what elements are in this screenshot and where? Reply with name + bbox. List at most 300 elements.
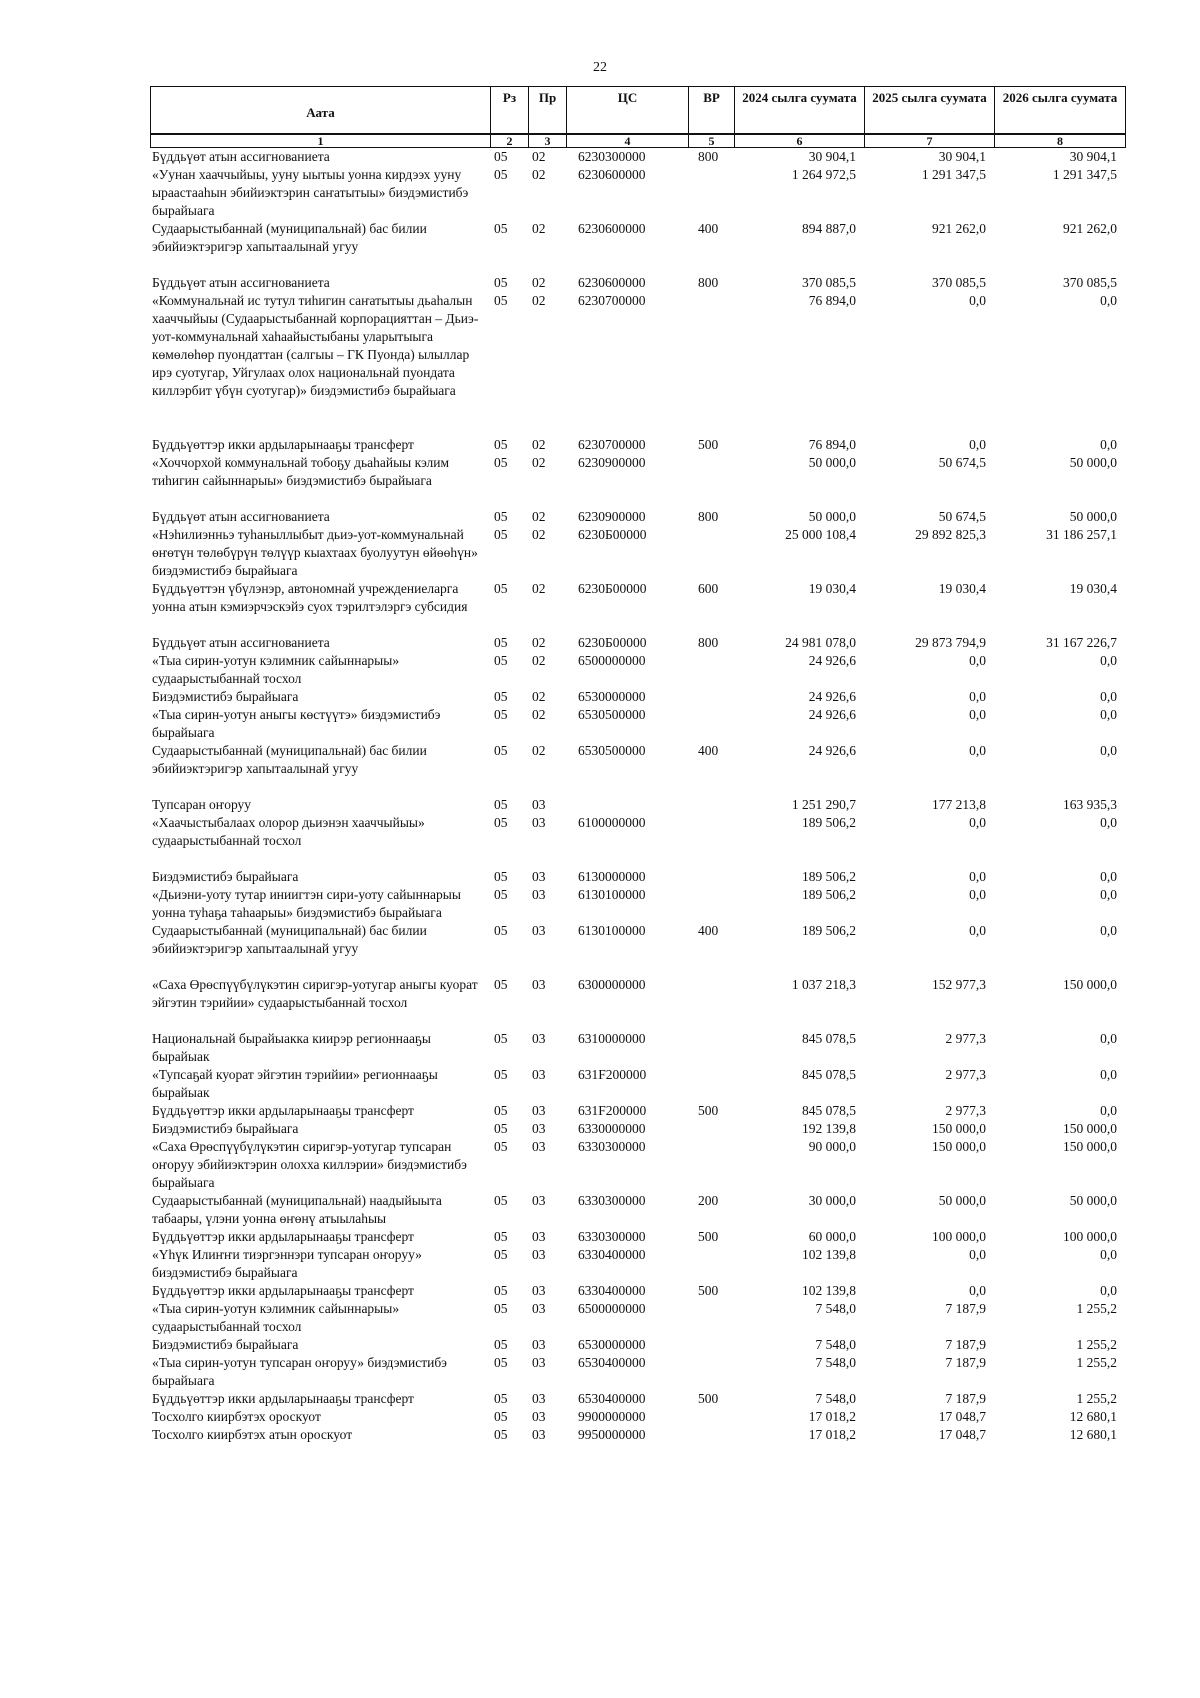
row-value-2025: 2 977,3: [945, 1067, 986, 1082]
row-rz: 05: [494, 815, 508, 830]
row-value-2026: 150 000,0: [1063, 977, 1117, 992]
table-row: [150, 796, 1125, 814]
row-rz: 05: [494, 1391, 508, 1406]
row-vr: [688, 292, 734, 400]
row-value-2026: 100 000,0: [1063, 1229, 1117, 1244]
row-pr: 02: [532, 275, 546, 290]
row-cs: 6230900000: [578, 509, 646, 524]
row-rz: 05: [494, 869, 508, 884]
row-pr: 03: [532, 1229, 546, 1244]
header-rz: Рз: [491, 87, 529, 135]
row-value-2024: 25 000 108,4: [785, 527, 856, 542]
row-name: Бүддьүөттэр икки ардыларынааҕы трансферт: [152, 1103, 414, 1118]
table-row: [150, 274, 1125, 292]
row-value-2024: 189 506,2: [802, 887, 856, 902]
header-number: 5: [689, 134, 735, 148]
row-spacer-cell: [150, 778, 1125, 796]
row-pr: 02: [532, 581, 546, 596]
table-row: [150, 580, 1125, 616]
row-rz: 05: [494, 1247, 508, 1262]
row-value-2026: 1 255,2: [1076, 1301, 1117, 1316]
row-pr: 03: [532, 1103, 546, 1118]
row-rz: 05: [494, 635, 508, 650]
row-value-2024: 894 887,0: [802, 221, 856, 236]
row-value-2026: 370 085,5: [1063, 275, 1117, 290]
row-value-2026: 0,0: [1100, 1031, 1117, 1046]
row-pr: 02: [532, 743, 546, 758]
row-cs: 6230600000: [578, 167, 646, 182]
row-value-2024: 76 894,0: [808, 437, 856, 452]
row-rz: 05: [494, 797, 508, 812]
row-value-2026: 0,0: [1100, 707, 1117, 722]
row-value-2024: 189 506,2: [802, 815, 856, 830]
row-name: «Хаачыстыбалаах олорор дьиэнэн хааччыйыы» судаарыстыбаннай тосхол: [152, 815, 425, 848]
row-value-2025: 0,0: [969, 869, 986, 884]
row-cs: 6130100000: [578, 887, 646, 902]
row-rz: 05: [494, 1031, 508, 1046]
table-row: [150, 1102, 1125, 1120]
row-name: «Саха Өрөспүүбүлүкэтин сиригэр-уотугар аныгы куорат эйгэтин тэрийии» судаарыстыбаннай тосхол: [152, 977, 478, 1010]
row-value-2024: 845 078,5: [802, 1067, 856, 1082]
row-name: «Тупсаҕай куорат эйгэтин тэрийии» регионнааҕы бырайыак: [152, 1067, 438, 1100]
row-name: Судаарыстыбаннай (муниципальнай) бас билии эбийиэктэригэр хапытаалынай угуу: [152, 743, 427, 776]
table-row: [150, 1246, 1125, 1282]
row-name: Бүддьүөттэр икки ардыларынааҕы трансферт: [152, 437, 414, 452]
row-spacer-cell: [150, 256, 1125, 274]
row-pr: 03: [532, 1409, 546, 1424]
table-row: [150, 1354, 1125, 1390]
row-spacer: [150, 778, 1125, 796]
row-value-2025: 50 000,0: [938, 1193, 986, 1208]
row-value-2026: 1 291 347,5: [1052, 167, 1117, 182]
table-row: [150, 166, 1125, 220]
row-rz: 05: [494, 455, 508, 470]
row-value-2026: 0,0: [1100, 887, 1117, 902]
row-value-2025: 29 892 825,3: [915, 527, 986, 542]
row-cs: 9950000000: [578, 1427, 646, 1442]
row-cs: 6300000000: [578, 977, 646, 992]
row-spacer: [150, 850, 1125, 868]
row-spacer: [150, 400, 1125, 436]
header-number: 3: [529, 134, 567, 148]
header-pr: Пр: [529, 87, 567, 135]
row-rz: 05: [494, 527, 508, 542]
row-vr: [688, 1066, 734, 1102]
row-value-2025: 177 213,8: [932, 797, 986, 812]
row-value-2025: 17 048,7: [938, 1409, 986, 1424]
table-row: [150, 886, 1125, 922]
row-value-2025: 150 000,0: [932, 1121, 986, 1136]
row-vr: [688, 1426, 734, 1444]
row-value-2026: 163 935,3: [1063, 797, 1117, 812]
row-value-2026: 50 000,0: [1069, 455, 1117, 470]
row-cs: 9900000000: [578, 1409, 646, 1424]
row-pr: 03: [532, 1283, 546, 1298]
row-pr: 02: [532, 167, 546, 182]
row-vr: 500: [698, 1103, 719, 1118]
table-body: [150, 148, 1125, 1444]
row-value-2024: 189 506,2: [802, 869, 856, 884]
row-vr: [688, 868, 734, 886]
budget-table-sheet: [150, 86, 1125, 1444]
row-rz: 05: [494, 275, 508, 290]
row-cs: 6230600000: [578, 275, 646, 290]
row-pr: 02: [532, 635, 546, 650]
row-pr: 03: [532, 1067, 546, 1082]
row-value-2024: 7 548,0: [815, 1337, 856, 1352]
row-value-2026: 0,0: [1100, 1283, 1117, 1298]
row-vr: [688, 1300, 734, 1336]
row-name: Тосхолго киирбэтэх атын ороскуот: [152, 1427, 353, 1442]
row-cs: 6130100000: [578, 923, 646, 938]
table-row: [150, 1300, 1125, 1336]
row-value-2025: 2 977,3: [945, 1031, 986, 1046]
row-vr: [688, 814, 734, 850]
table-row: [150, 922, 1125, 958]
row-name: «Тыа сирин-уотун кэлимник сайыннарыы» судаарыстыбаннай тосхол: [152, 1301, 400, 1334]
row-value-2024: 17 018,2: [808, 1409, 856, 1424]
row-name: «Саха Өрөспүүбүлүкэтин сиригэр-уотугар тупсаран оҥоруу эбийиэктэрин олохха киллэрии» биэдэмистибэ бырайыага: [152, 1139, 467, 1190]
row-value-2026: 150 000,0: [1063, 1121, 1117, 1136]
row-name: Тосхолго киирбэтэх ороскуот: [152, 1409, 321, 1424]
table-row: [150, 868, 1125, 886]
row-name: Биэдэмистибэ бырайыага: [152, 1121, 299, 1136]
row-value-2025: 0,0: [969, 653, 986, 668]
row-value-2026: 0,0: [1100, 689, 1117, 704]
row-spacer: [150, 1012, 1125, 1030]
table-row: [150, 148, 1125, 166]
row-cs: 6230700000: [578, 293, 646, 308]
header-number: 4: [567, 134, 689, 148]
header-name: Аата: [151, 87, 491, 135]
header-2025: 2025 сылга суумата: [865, 87, 995, 135]
row-value-2024: 1 264 972,5: [791, 167, 856, 182]
row-value-2025: 0,0: [969, 743, 986, 758]
table-row: [150, 1228, 1125, 1246]
row-value-2026: 921 262,0: [1063, 221, 1117, 236]
row-cs: 6130000000: [578, 869, 646, 884]
row-rz: 05: [494, 743, 508, 758]
row-name: Бүддьүөт атын ассигнованиета: [152, 635, 330, 650]
row-value-2025: 0,0: [969, 689, 986, 704]
row-value-2026: 0,0: [1100, 1067, 1117, 1082]
row-spacer-cell: [150, 490, 1125, 508]
row-value-2026: 50 000,0: [1069, 509, 1117, 524]
row-value-2024: 845 078,5: [802, 1031, 856, 1046]
row-cs: 6530500000: [578, 707, 646, 722]
row-rz: 05: [494, 1337, 508, 1352]
row-pr: 02: [532, 293, 546, 308]
row-vr: 400: [698, 923, 719, 938]
header-number: 7: [865, 134, 995, 148]
row-vr: 500: [698, 437, 719, 452]
row-pr: 02: [532, 437, 546, 452]
row-value-2026: 0,0: [1100, 1247, 1117, 1262]
row-pr: 03: [532, 1139, 546, 1154]
row-cs: 6230Б00000: [578, 527, 647, 542]
row-value-2026: 1 255,2: [1076, 1355, 1117, 1370]
row-vr: 400: [698, 743, 719, 758]
row-cs: 6500000000: [578, 1301, 646, 1316]
row-value-2024: 76 894,0: [808, 293, 856, 308]
row-pr: 03: [532, 1301, 546, 1316]
row-name: «Коммунальнай ис тутул тиһигин саҥатытыы дьаһалын хааччыйыы (Судаарыстыбаннай корпорацияттан – Дьиэ-уот-коммунальнай хаһаайыстыбаны уларытыыга көмөлөһөр пуондаттан (салгыы – ГК Пуонда) ылыллар ирэ суотугар, Уйгулаах олох национальнай пуондата киллэрбит үбүн суотугар)» биэдэмистибэ бырайыага: [152, 293, 479, 398]
row-vr: 800: [698, 509, 719, 524]
row-value-2024: 102 139,8: [802, 1247, 856, 1262]
row-value-2025: 370 085,5: [932, 275, 986, 290]
table-row: [150, 508, 1125, 526]
row-spacer: [150, 490, 1125, 508]
row-value-2026: 12 680,1: [1069, 1409, 1117, 1424]
table-row: [150, 526, 1125, 580]
row-value-2025: 0,0: [969, 1247, 986, 1262]
row-name: Судаарыстыбаннай (муниципальнай) бас билии эбийиэктэригэр хапытаалынай угуу: [152, 923, 427, 956]
row-value-2025: 0,0: [969, 437, 986, 452]
row-value-2026: 0,0: [1100, 923, 1117, 938]
row-vr: [688, 526, 734, 580]
row-spacer-cell: [150, 400, 1125, 436]
row-cs: 6230300000: [578, 149, 646, 164]
row-value-2024: 30 000,0: [808, 1193, 856, 1208]
row-vr: [688, 796, 734, 814]
row-rz: 05: [494, 437, 508, 452]
row-vr: [688, 652, 734, 688]
row-cs: 6530400000: [578, 1391, 646, 1406]
table-row: [150, 436, 1125, 454]
row-value-2025: 50 674,5: [938, 509, 986, 524]
row-name: «Тыа сирин-уотун кэлимник сайыннарыы» судаарыстыбаннай тосхол: [152, 653, 400, 686]
row-value-2025: 7 187,9: [945, 1337, 986, 1352]
row-spacer: [150, 256, 1125, 274]
row-pr: 03: [532, 977, 546, 992]
row-name: «Тыа сирин-уотун аныгы көстүүтэ» биэдэмистибэ бырайыага: [152, 707, 441, 740]
row-vr: [688, 1246, 734, 1282]
row-value-2024: 30 904,1: [808, 149, 856, 164]
row-pr: 03: [532, 923, 546, 938]
row-value-2026: 1 255,2: [1076, 1391, 1117, 1406]
row-rz: 05: [494, 653, 508, 668]
row-pr: 03: [532, 1355, 546, 1370]
row-pr: 03: [532, 1391, 546, 1406]
row-value-2025: 0,0: [969, 887, 986, 902]
row-value-2024: 192 139,8: [802, 1121, 856, 1136]
header-vr: ВР: [689, 87, 735, 135]
row-value-2025: 0,0: [969, 1283, 986, 1298]
row-rz: 05: [494, 1355, 508, 1370]
row-value-2025: 50 674,5: [938, 455, 986, 470]
row-value-2025: 29 873 794,9: [915, 635, 986, 650]
row-cs: 6230Б00000: [578, 635, 647, 650]
row-pr: 02: [532, 509, 546, 524]
row-pr: 02: [532, 707, 546, 722]
table-row: [150, 1390, 1125, 1408]
row-cs: 6100000000: [578, 815, 646, 830]
row-vr: [688, 886, 734, 922]
row-cs: 6230600000: [578, 221, 646, 236]
row-cs: 631F200000: [578, 1067, 647, 1082]
row-cs: 6330400000: [578, 1283, 646, 1298]
row-rz: 05: [494, 1283, 508, 1298]
row-name: Биэдэмистибэ бырайыага: [152, 1337, 299, 1352]
row-value-2024: 1 037 218,3: [791, 977, 856, 992]
row-pr: 03: [532, 1427, 546, 1442]
row-vr: 800: [698, 149, 719, 164]
row-vr: 500: [698, 1229, 719, 1244]
row-name: «Дьиэни-уоту тутар иниигтэн сири-уоту сайыннарыы уонна туһаҕа таһаарыы» биэдэмистибэ бырайыага: [152, 887, 461, 920]
row-vr: [688, 166, 734, 220]
table-header: [150, 86, 1126, 148]
row-value-2024: 24 926,6: [808, 707, 856, 722]
row-vr: 200: [698, 1193, 719, 1208]
row-value-2024: 845 078,5: [802, 1103, 856, 1118]
row-vr: [688, 1408, 734, 1426]
row-rz: 05: [494, 689, 508, 704]
row-value-2024: 7 548,0: [815, 1391, 856, 1406]
header-number: 6: [735, 134, 865, 148]
table-row: [150, 814, 1125, 850]
row-pr: 03: [532, 1337, 546, 1352]
row-rz: 05: [494, 1121, 508, 1136]
row-vr: [688, 706, 734, 742]
row-cs: 6230Б00000: [578, 581, 647, 596]
row-spacer-cell: [150, 850, 1125, 868]
table-row: [150, 292, 1125, 400]
row-rz: 05: [494, 1193, 508, 1208]
row-value-2025: 17 048,7: [938, 1427, 986, 1442]
table-row: [150, 220, 1125, 256]
row-value-2025: 0,0: [969, 293, 986, 308]
table-row: [150, 1336, 1125, 1354]
row-value-2025: 7 187,9: [945, 1391, 986, 1406]
row-name: Бүддьүөт атын ассигнованиета: [152, 509, 330, 524]
row-rz: 05: [494, 221, 508, 236]
row-spacer: [150, 958, 1125, 976]
row-name: Бүддьүөттэн үбүлэнэр, автономнай учреждениеларга уонна атын кэмиэрчэскэйэ суох тэрилтэлэргэ субсидия: [152, 581, 468, 614]
table-row: [150, 1192, 1125, 1228]
row-cs: 6310000000: [578, 1031, 646, 1046]
row-vr: 800: [698, 635, 719, 650]
row-rz: 05: [494, 509, 508, 524]
row-cs: 6330000000: [578, 1121, 646, 1136]
row-value-2026: 0,0: [1100, 653, 1117, 668]
row-name: «Уунан хааччыйыы, ууну ыытыы уонна кирдээх ууну ыраастааһын эбийиэктэрин саҥатытыы» биэдэмистибэ бырайыага: [152, 167, 469, 218]
row-value-2026: 1 255,2: [1076, 1337, 1117, 1352]
header-number: 2: [491, 134, 529, 148]
table-row: [150, 1138, 1125, 1192]
row-value-2026: 0,0: [1100, 869, 1117, 884]
table-row: [150, 688, 1125, 706]
row-rz: 05: [494, 1103, 508, 1118]
row-name: «Үһүк Илиҥҥи тиэргэннэри тупсаран оҥоруу» биэдэмистибэ бырайыага: [152, 1247, 422, 1280]
row-value-2025: 7 187,9: [945, 1301, 986, 1316]
row-value-2026: 0,0: [1100, 437, 1117, 452]
row-value-2024: 17 018,2: [808, 1427, 856, 1442]
row-spacer: [150, 616, 1125, 634]
row-name: Бүддьүөт атын ассигнованиета: [152, 275, 330, 290]
row-value-2024: 24 926,6: [808, 653, 856, 668]
table-row: [150, 634, 1125, 652]
row-spacer-cell: [150, 616, 1125, 634]
table-row: [150, 1066, 1125, 1102]
row-value-2024: 370 085,5: [802, 275, 856, 290]
table-row: [150, 1408, 1125, 1426]
row-value-2024: 24 926,6: [808, 743, 856, 758]
row-rz: 05: [494, 887, 508, 902]
row-name: Судаарыстыбаннай (муниципальнай) бас билии эбийиэктэригэр хапытаалынай угуу: [152, 221, 427, 254]
row-value-2025: 19 030,4: [938, 581, 986, 596]
row-cs: 6330300000: [578, 1193, 646, 1208]
row-cs: 6330400000: [578, 1247, 646, 1262]
row-rz: 05: [494, 149, 508, 164]
header-number: 8: [995, 134, 1126, 148]
row-name: «Тыа сирин-уотун тупсаран оҥоруу» биэдэмистибэ бырайыага: [152, 1355, 447, 1388]
row-value-2026: 0,0: [1100, 293, 1117, 308]
row-cs: 6500000000: [578, 653, 646, 668]
row-name: Бүддьүөт атын ассигнованиета: [152, 149, 330, 164]
row-cs: 6230900000: [578, 455, 646, 470]
row-vr: [688, 1336, 734, 1354]
row-pr: 03: [532, 869, 546, 884]
row-value-2025: 0,0: [969, 923, 986, 938]
row-cs: 6530400000: [578, 1355, 646, 1370]
row-value-2024: 7 548,0: [815, 1301, 856, 1316]
row-value-2024: 1 251 290,7: [791, 797, 856, 812]
row-vr: 500: [698, 1283, 719, 1298]
row-value-2024: 189 506,2: [802, 923, 856, 938]
page-number: 22: [593, 60, 607, 75]
row-value-2024: 50 000,0: [808, 509, 856, 524]
table-row: [150, 1030, 1125, 1066]
row-value-2024: 90 000,0: [808, 1139, 856, 1154]
row-value-2025: 2 977,3: [945, 1103, 986, 1118]
row-name: «Нэһилиэнньэ туһаныллыбыт дьиэ-уот-коммунальнай өҥөтүн төлөбүрүн төлүүр кыахтаах буолуутун өйөөһүн» биэдэмистибэ бырайыага: [152, 527, 478, 578]
row-spacer-cell: [150, 1012, 1125, 1030]
row-rz: 05: [494, 293, 508, 308]
row-rz: 05: [494, 707, 508, 722]
row-pr: 02: [532, 527, 546, 542]
row-value-2026: 30 904,1: [1069, 149, 1117, 164]
row-vr: [688, 1354, 734, 1390]
table-row: [150, 454, 1125, 490]
row-value-2024: 24 981 078,0: [785, 635, 856, 650]
row-rz: 05: [494, 581, 508, 596]
row-value-2025: 30 904,1: [938, 149, 986, 164]
row-value-2024: 50 000,0: [808, 455, 856, 470]
row-vr: 400: [698, 221, 719, 236]
row-value-2026: 31 186 257,1: [1046, 527, 1117, 542]
row-value-2026: 19 030,4: [1069, 581, 1117, 596]
row-rz: 05: [494, 1427, 508, 1442]
row-value-2026: 0,0: [1100, 743, 1117, 758]
row-value-2024: 102 139,8: [802, 1283, 856, 1298]
table-row: [150, 976, 1125, 1012]
row-value-2025: 100 000,0: [932, 1229, 986, 1244]
row-value-2025: 1 291 347,5: [921, 167, 986, 182]
row-pr: 03: [532, 1193, 546, 1208]
row-vr: [688, 1030, 734, 1066]
row-cs: 6530000000: [578, 1337, 646, 1352]
row-cs: 6330300000: [578, 1229, 646, 1244]
row-vr: 600: [698, 581, 719, 596]
header-cs: ЦС: [567, 87, 689, 135]
row-pr: 02: [532, 221, 546, 236]
row-pr: 03: [532, 887, 546, 902]
header-number: 1: [151, 134, 491, 148]
row-name: «Хоччорхой коммунальнай тобоҕу дьаһайыы кэлим тиһигин сайыннарыы» биэдэмистибэ бырайыага: [152, 455, 450, 488]
row-vr: [688, 688, 734, 706]
row-value-2026: 0,0: [1100, 1103, 1117, 1118]
row-cs: 6530500000: [578, 743, 646, 758]
